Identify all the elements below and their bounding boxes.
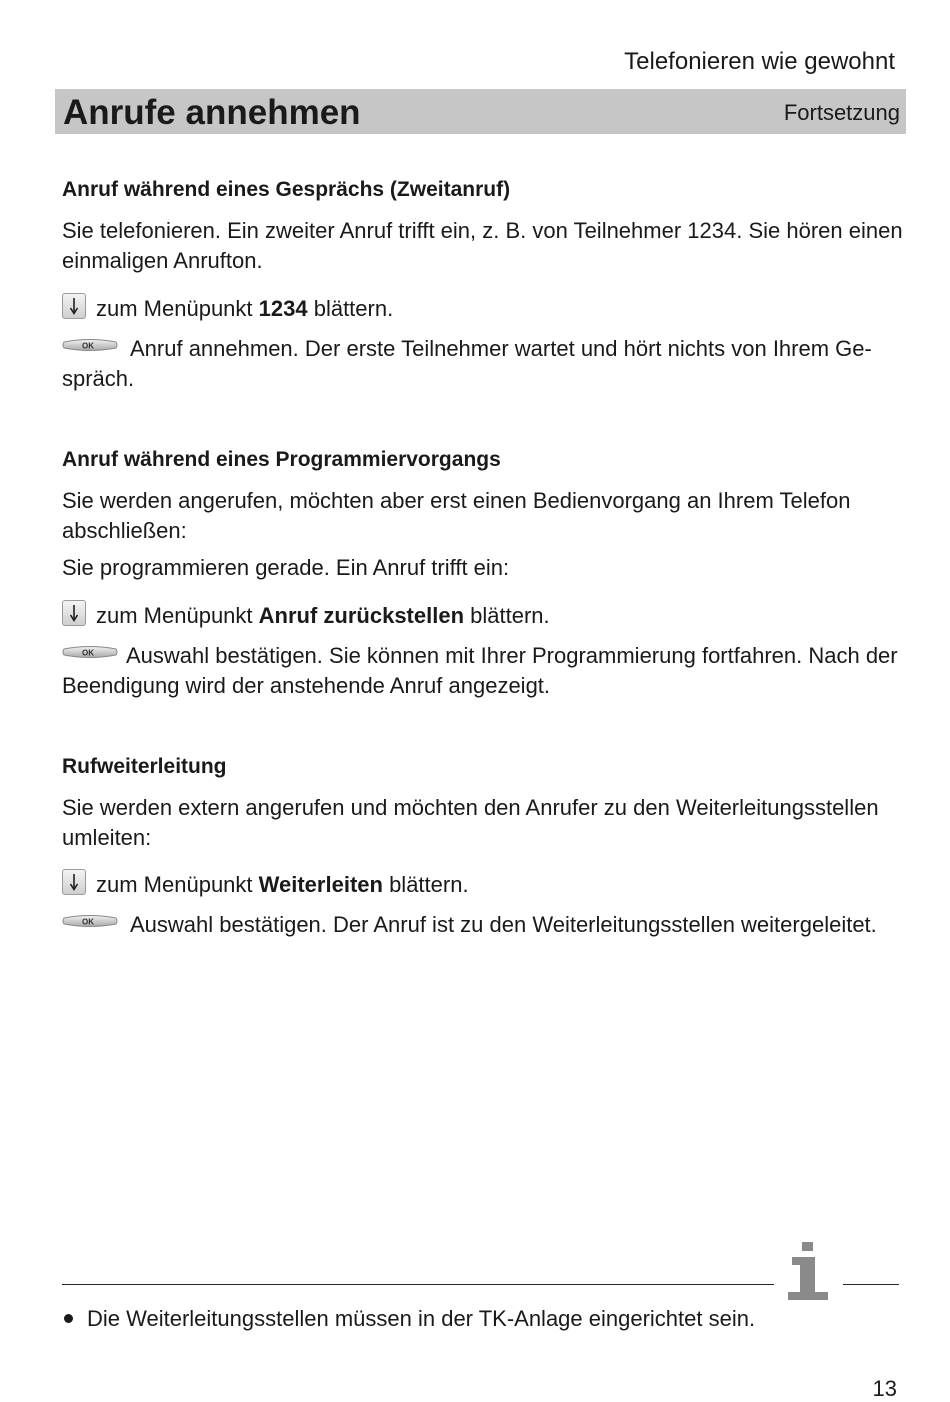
svg-text:OK: OK [82, 917, 94, 927]
info-note: Die Weiterleitungsstellen müssen in der TK-Anlage eingerichtet sein. [62, 1304, 755, 1334]
divider [843, 1284, 899, 1285]
page-title: Anrufe annehmen [63, 93, 361, 132]
info-icon [786, 1240, 830, 1307]
bullet-icon [64, 1314, 73, 1323]
section-heading-rufweiterleitung: Rufweiterleitung [62, 755, 227, 778]
ok-key-icon [62, 643, 118, 661]
step-row: zum Menüpunkt Weiterleiten blättern. [62, 869, 902, 900]
page-number: 13 [872, 1376, 897, 1401]
step-row: OK Auswahl bestätigen. Der Anruf ist zu den Weiterleitungsstellen weitergeleitet. [62, 910, 902, 940]
divider [62, 1284, 774, 1285]
arrow-down-key-icon [62, 600, 86, 626]
step-row: OK Anruf annehmen. Der erste Teilnehmer wartet und hört nichts von Ihrem Ge-spräch. [62, 336, 872, 391]
section-text: Sie werden extern angerufen und möchten den Anrufer zu den Weiterleitungsstellen umleiten: [62, 795, 879, 850]
step-row: OK Auswahl bestätigen. Sie können mit Ihrer Programmierung fortfahren. Nach der Beendigung wird der anstehende Anruf angezeigt. [62, 643, 898, 698]
section-text: Sie telefonieren. Ein zweiter Anruf trifft ein, z. B. von Teilnehmer 1234. Sie hören einen einmaligen Anrufton. [62, 218, 903, 273]
step-row: zum Menüpunkt 1234 blättern. [62, 293, 902, 324]
title-bar [55, 89, 906, 134]
title-continuation: Fortsetzung [783, 100, 900, 125]
running-head: Telefonieren wie gewohnt [624, 48, 895, 75]
section-text: Sie werden angerufen, möchten aber erst einen Bedienvorgang an Ihrem Telefon abschließen: [62, 488, 851, 543]
arrow-down-key-icon [62, 869, 86, 895]
section-heading-programmiervorgang: Anruf während eines Programmiervorgangs [62, 448, 501, 471]
section-heading-zweitanruf: Anruf während eines Gesprächs (Zweitanruf) [62, 178, 511, 201]
section-text: Sie programmieren gerade. Ein Anruf trifft ein: [62, 555, 510, 580]
ok-key-icon [62, 336, 118, 354]
ok-key-icon [62, 912, 118, 930]
svg-text:OK: OK [82, 648, 94, 658]
svg-text:OK: OK [82, 341, 94, 351]
arrow-down-key-icon [62, 293, 86, 319]
step-row: zum Menüpunkt Anruf zurückstellen blättern. [62, 600, 902, 631]
